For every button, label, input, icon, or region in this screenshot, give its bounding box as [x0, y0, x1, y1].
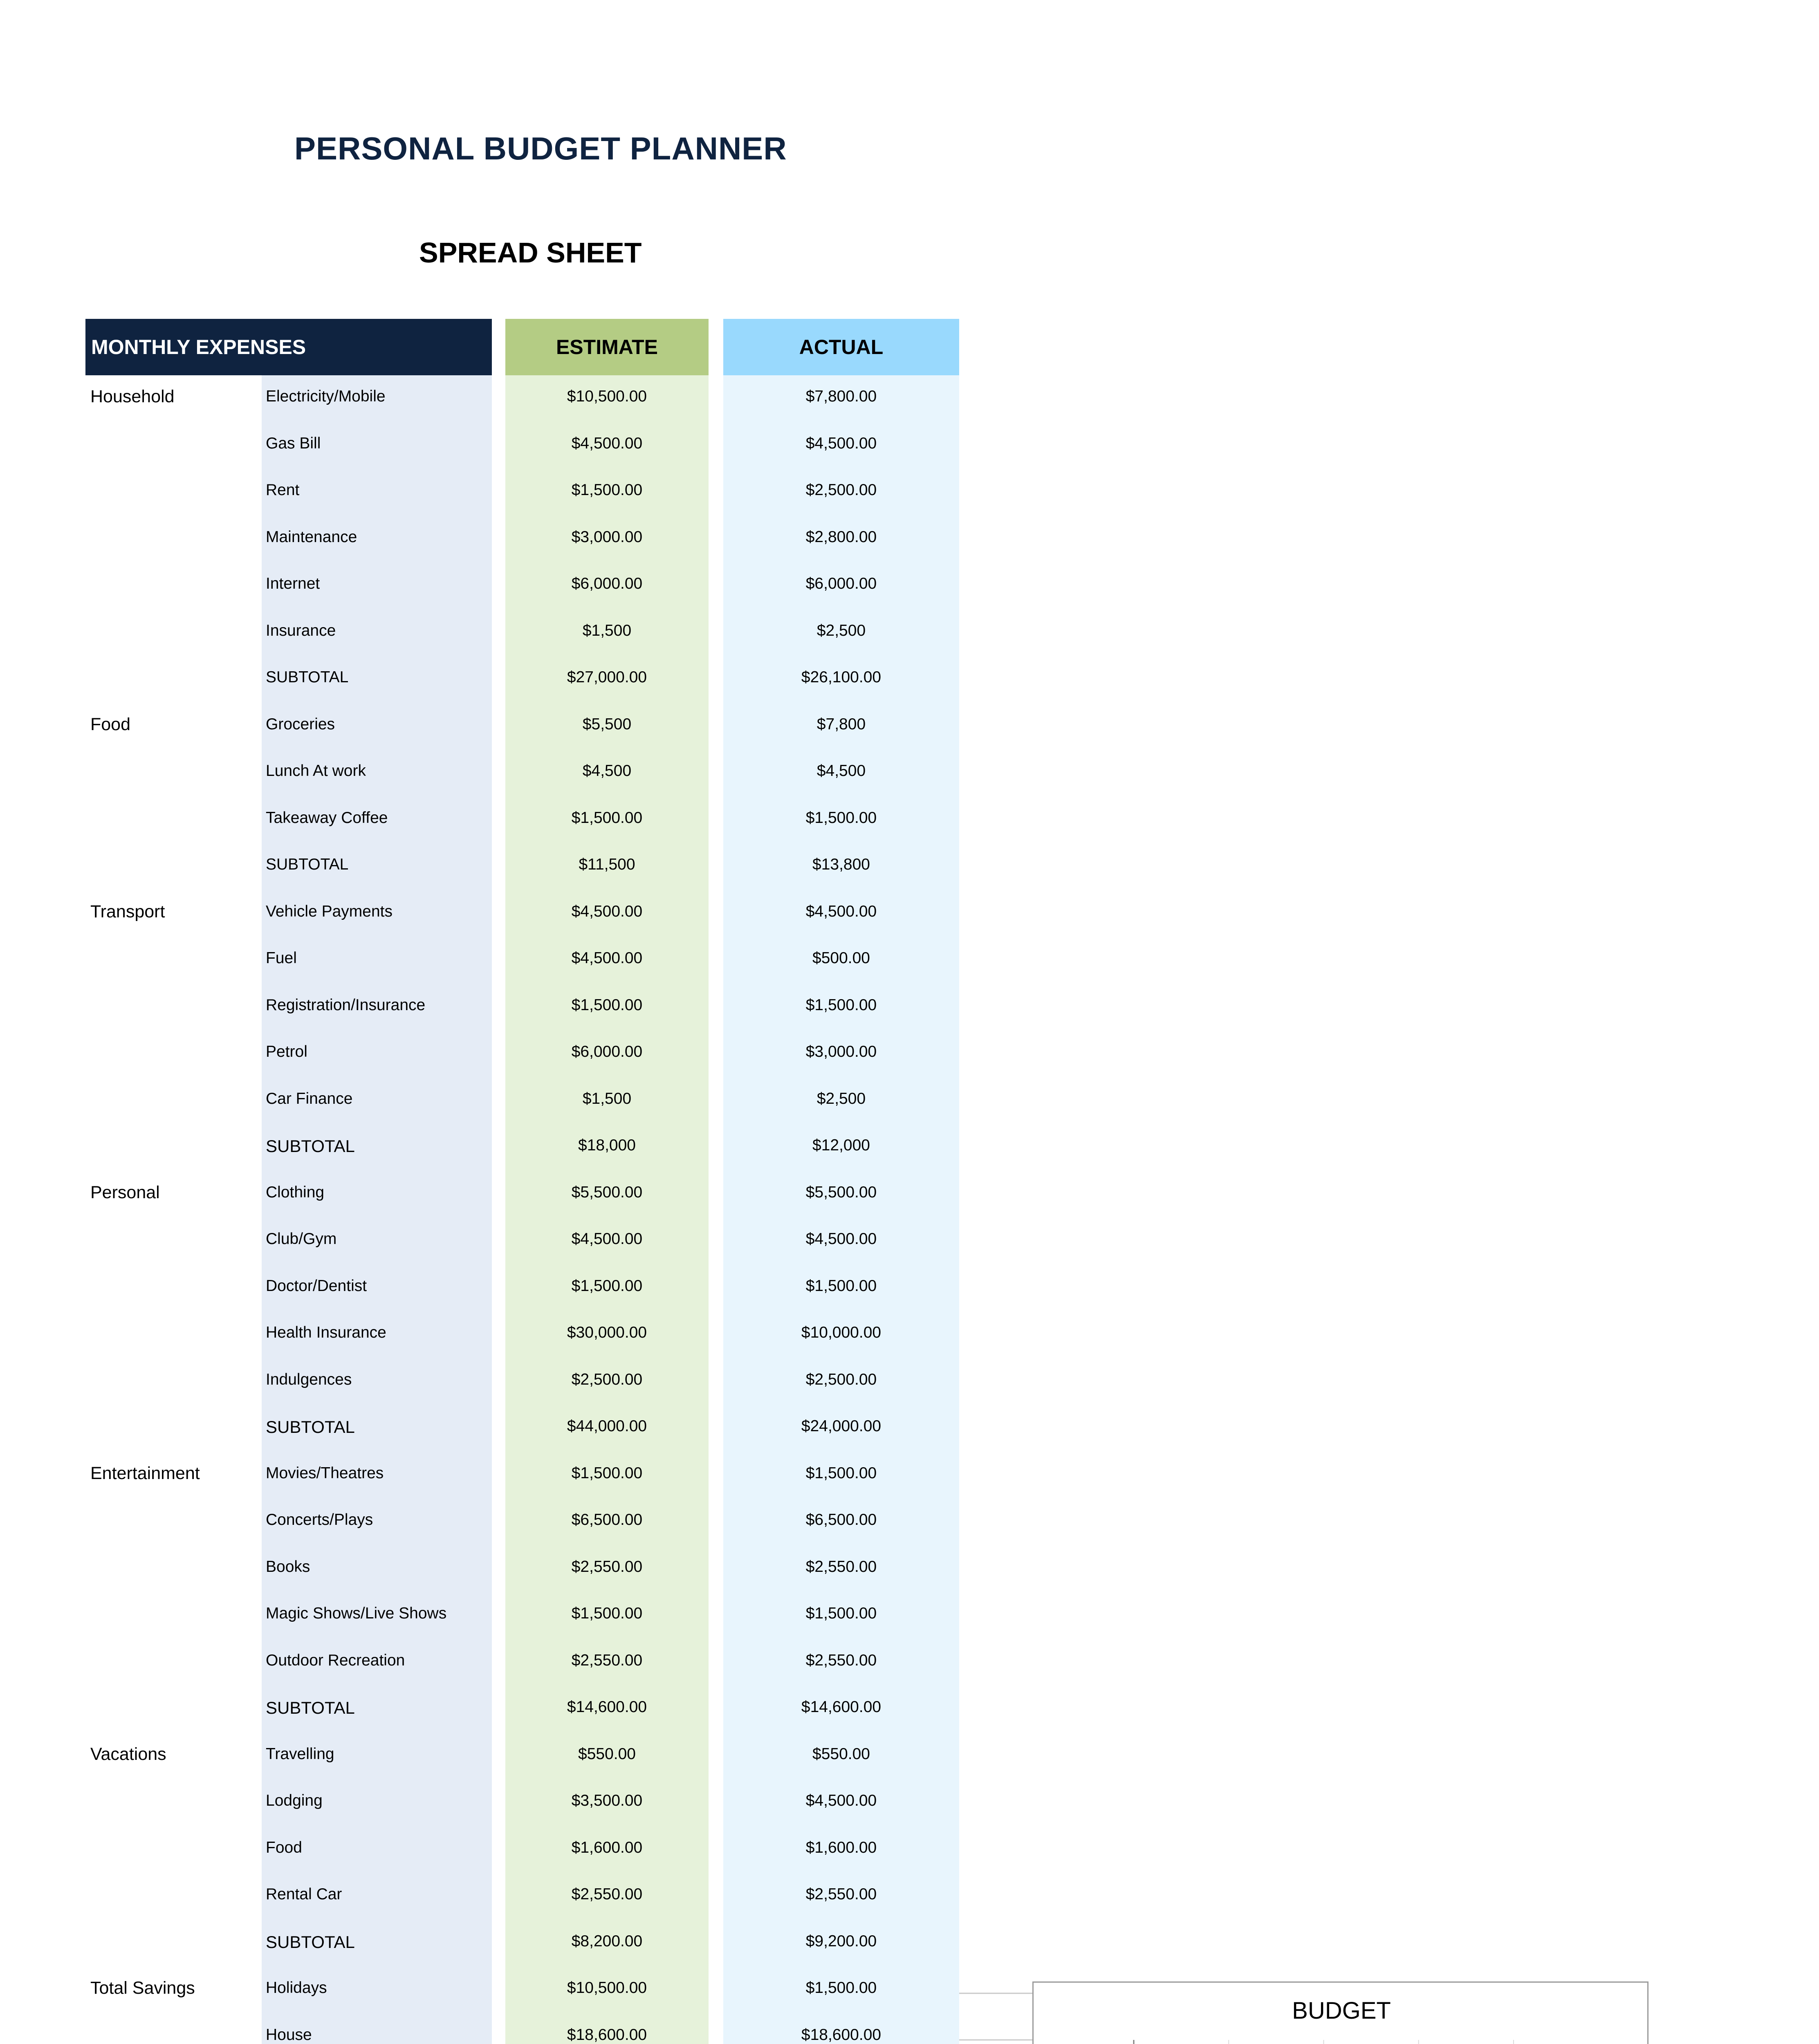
estimate-value: $2,550.00 — [571, 1558, 643, 1576]
estimate-value: $10,500.00 — [567, 1979, 647, 1997]
item-label: Internet — [266, 575, 320, 592]
item-label: Doctor/Dentist — [266, 1277, 367, 1295]
actual-value: $2,500 — [816, 1089, 866, 1107]
estimate-value: $1,600.00 — [571, 1838, 643, 1856]
table-row — [0, 375, 981, 422]
estimate-value: $3,000.00 — [571, 528, 643, 546]
header-monthly-expenses: MONTHLY EXPENSES — [85, 319, 492, 375]
estimate-value: $2,500.00 — [571, 1370, 643, 1388]
item-label: Magic Shows/Live Shows — [266, 1605, 447, 1622]
estimate-value: $3,500.00 — [571, 1792, 643, 1809]
item-label: Indulgences — [266, 1370, 352, 1388]
actual-value: $14,600.00 — [801, 1698, 881, 1716]
estimate-value: $4,500 — [582, 762, 632, 780]
item-label: SUBTOTAL — [266, 1136, 355, 1156]
table-row — [0, 937, 981, 984]
table-row — [0, 610, 981, 656]
actual-value: $1,500.00 — [805, 1464, 877, 1482]
table-row — [0, 1592, 981, 1639]
item-label: Lunch At work — [266, 762, 366, 780]
actual-value: $2,550.00 — [805, 1885, 877, 1903]
estimate-value: $2,550.00 — [571, 1885, 643, 1903]
item-label: SUBTOTAL — [266, 1417, 355, 1437]
estimate-value: $4,500.00 — [571, 434, 643, 452]
estimate-value: $30,000.00 — [567, 1324, 647, 1341]
table-row — [0, 1311, 981, 1358]
item-label: House — [266, 2026, 312, 2044]
item-label: Rent — [266, 481, 300, 499]
actual-value: $4,500.00 — [805, 434, 877, 452]
actual-value: $1,500.00 — [805, 809, 877, 827]
table-row — [0, 1171, 981, 1218]
category-label: Food — [90, 714, 131, 734]
actual-value: $550.00 — [812, 1745, 870, 1763]
table-row — [0, 563, 981, 609]
header-actual: ACTUAL — [723, 319, 959, 375]
estimate-value: $1,500.00 — [571, 1605, 643, 1622]
actual-value: $7,800 — [816, 715, 866, 733]
actual-value: $4,500 — [816, 762, 866, 780]
item-label: Car Finance — [266, 1089, 353, 1107]
item-label: SUBTOTAL — [266, 1698, 355, 1717]
actual-value: $10,000.00 — [801, 1324, 881, 1341]
table-row — [0, 1780, 981, 1826]
actual-value: $12,000 — [812, 1136, 870, 1154]
estimate-value: $6,500.00 — [571, 1511, 643, 1529]
item-label: Holidays — [266, 1979, 327, 1997]
actual-value: $18,600.00 — [801, 2026, 881, 2044]
actual-value: $4,500.00 — [805, 902, 877, 920]
estimate-value: $6,000.00 — [571, 1043, 643, 1060]
item-label: Insurance — [266, 621, 336, 639]
item-label: Registration/Insurance — [266, 996, 426, 1014]
actual-value: $1,500.00 — [805, 1277, 877, 1295]
item-label: SUBTOTAL — [266, 668, 349, 686]
category-label: Entertainment — [90, 1463, 200, 1483]
actual-value: $1,500.00 — [805, 996, 877, 1014]
item-label: Fuel — [266, 949, 297, 967]
actual-value: $2,550.00 — [805, 1651, 877, 1669]
item-label: Takeaway Coffee — [266, 809, 388, 827]
chart-title: BUDGET — [1292, 1997, 1391, 2024]
estimate-value: $6,000.00 — [571, 575, 643, 592]
estimate-value: $2,550.00 — [571, 1651, 643, 1669]
table-row — [0, 984, 981, 1031]
item-label: Vehicle Payments — [266, 902, 393, 920]
budget-chart-svg — [1034, 1983, 1647, 2044]
table-row — [0, 1265, 981, 1311]
subtotal-row — [0, 1920, 981, 1967]
actual-value: $24,000.00 — [801, 1417, 881, 1435]
table-row — [0, 1078, 981, 1124]
category-label: Transport — [90, 901, 165, 921]
estimate-value: $1,500.00 — [571, 1464, 643, 1482]
item-label: Outdoor Recreation — [266, 1651, 405, 1669]
actual-value: $13,800 — [812, 856, 870, 873]
actual-value: $6,000.00 — [805, 575, 877, 592]
item-label: Rental Car — [266, 1885, 342, 1903]
budget-chart — [1032, 1981, 1649, 2044]
subtotal-row — [0, 656, 981, 703]
header-estimate: ESTIMATE — [505, 319, 709, 375]
page-subtitle: SPREAD SHEET — [419, 237, 642, 269]
actual-value: $2,500 — [816, 621, 866, 639]
actual-value: $2,550.00 — [805, 1558, 877, 1576]
table-row — [0, 703, 981, 750]
item-label: Clothing — [266, 1183, 325, 1201]
estimate-value: $14,600.00 — [567, 1698, 647, 1716]
table-row — [0, 1358, 981, 1405]
category-label: Household — [90, 387, 175, 406]
item-label: Club/Gym — [266, 1230, 337, 1248]
actual-value: $4,500.00 — [805, 1792, 877, 1809]
estimate-value: $1,500 — [582, 1089, 632, 1107]
item-label: Health Insurance — [266, 1324, 386, 1341]
page-title: PERSONAL BUDGET PLANNER — [294, 130, 787, 166]
item-label: Lodging — [266, 1792, 323, 1809]
table-row — [0, 890, 981, 937]
item-label: Movies/Theatres — [266, 1464, 384, 1482]
estimate-value: $4,500.00 — [571, 949, 643, 967]
estimate-value: $18,600.00 — [567, 2026, 647, 2044]
item-label: Petrol — [266, 1043, 307, 1060]
estimate-value: $4,500.00 — [571, 1230, 643, 1248]
actual-value: $1,500.00 — [805, 1979, 877, 1997]
item-label: Gas Bill — [266, 434, 321, 452]
chart-connector-lines — [959, 1991, 1033, 2044]
actual-value: $26,100.00 — [801, 668, 881, 686]
estimate-value: $10,500.00 — [567, 388, 647, 405]
actual-value: $5,500.00 — [805, 1183, 877, 1201]
item-label: Groceries — [266, 715, 335, 733]
subtotal-row — [0, 1124, 981, 1171]
actual-value: $9,200.00 — [805, 1932, 877, 1950]
subtotal-row — [0, 1686, 981, 1732]
table-row — [0, 1733, 981, 1780]
actual-value: $2,500.00 — [805, 481, 877, 499]
table-row — [0, 2014, 981, 2044]
estimate-value: $1,500.00 — [571, 996, 643, 1014]
table-row — [0, 1827, 981, 1873]
estimate-value: $27,000.00 — [567, 668, 647, 686]
table-row — [0, 797, 981, 843]
item-label: Maintenance — [266, 528, 357, 546]
estimate-value: $8,200.00 — [571, 1932, 643, 1950]
table-row — [0, 469, 981, 515]
actual-value: $500.00 — [812, 949, 870, 967]
subtotal-row — [0, 1405, 981, 1452]
table-row — [0, 1639, 981, 1686]
actual-value: $4,500.00 — [805, 1230, 877, 1248]
estimate-value: $1,500.00 — [571, 1277, 643, 1295]
estimate-value: $5,500 — [582, 715, 632, 733]
table-row — [0, 422, 981, 469]
table-row — [0, 1873, 981, 1920]
item-label: Concerts/Plays — [266, 1511, 373, 1529]
item-label: SUBTOTAL — [266, 1932, 355, 1952]
item-label: Travelling — [266, 1745, 334, 1763]
estimate-value: $11,500 — [579, 856, 635, 873]
table-row — [0, 1499, 981, 1545]
table-row — [0, 1546, 981, 1592]
estimate-value: $1,500.00 — [571, 481, 643, 499]
actual-value: $3,000.00 — [805, 1043, 877, 1060]
table-row — [0, 1452, 981, 1499]
estimate-value: $44,000.00 — [567, 1417, 647, 1435]
table-row — [0, 1218, 981, 1264]
subtotal-row — [0, 843, 981, 890]
category-label: Personal — [90, 1182, 160, 1202]
actual-value: $1,500.00 — [805, 1605, 877, 1622]
estimate-value: $550.00 — [578, 1745, 636, 1763]
actual-value: $7,800.00 — [805, 388, 877, 405]
estimate-value: $1,500 — [582, 621, 632, 639]
estimate-value: $5,500.00 — [571, 1183, 643, 1201]
category-label: Total Savings — [90, 1978, 195, 1998]
estimate-value: $1,500.00 — [571, 809, 643, 827]
table-row — [0, 516, 981, 563]
item-label: SUBTOTAL — [266, 856, 349, 873]
item-label: Food — [266, 1838, 302, 1856]
estimate-value: $18,000 — [578, 1136, 636, 1154]
table-row — [0, 1031, 981, 1077]
category-label: Vacations — [90, 1744, 166, 1764]
actual-value: $6,500.00 — [805, 1511, 877, 1529]
actual-value: $2,500.00 — [805, 1370, 877, 1388]
item-label: Electricity/Mobile — [266, 388, 386, 405]
table-row — [0, 750, 981, 796]
table-row — [0, 1967, 981, 2013]
item-label: Books — [266, 1558, 310, 1576]
actual-value: $1,600.00 — [805, 1838, 877, 1856]
estimate-value: $4,500.00 — [571, 902, 643, 920]
actual-value: $2,800.00 — [805, 528, 877, 546]
